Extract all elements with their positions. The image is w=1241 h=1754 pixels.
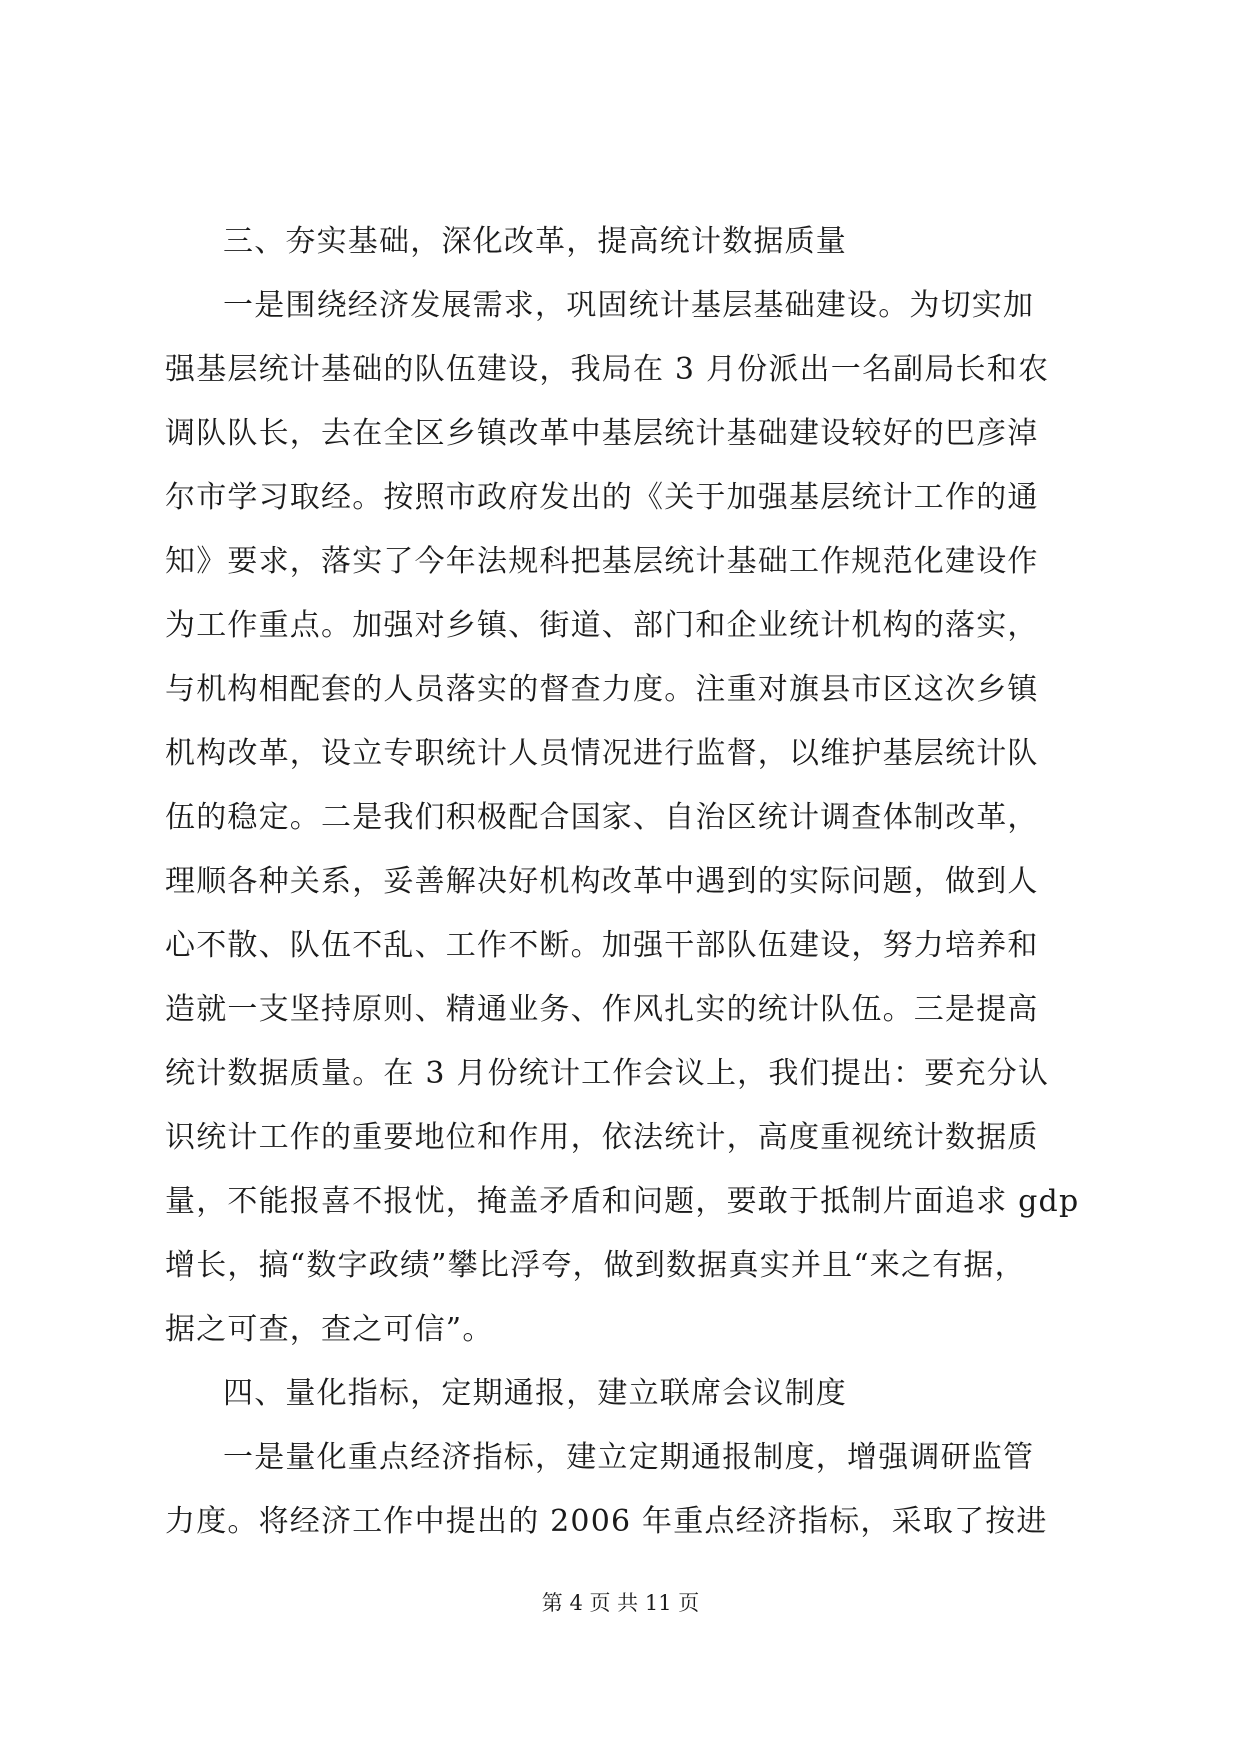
- paragraph-line: 一是量化重点经济指标，建立定期通报制度，增强调研监管: [223, 1440, 1035, 1475]
- paragraph-line: 力度。将经济工作中提出的 2006 年重点经济指标，采取了按进: [165, 1504, 1048, 1539]
- paragraph-line: 据之可查，查之可信”。: [165, 1312, 494, 1347]
- paragraph-line: 与机构相配套的人员落实的督查力度。注重对旗县市区这次乡镇: [165, 672, 1039, 707]
- section-heading: 三、夯实基础，深化改革，提高统计数据质量: [223, 224, 847, 259]
- paragraph-line: 一是围绕经济发展需求，巩固统计基层基础建设。为切实加: [223, 288, 1035, 323]
- paragraph-line: 伍的稳定。二是我们积极配合国家、自治区统计调查体制改革，: [165, 800, 1039, 835]
- paragraph-line: 强基层统计基础的队伍建设，我局在 3 月份派出一名副局长和农: [165, 352, 1050, 387]
- paragraph-line: 增长，搞“数字政绩”攀比浮夸，做到数据真实并且“来之有据，: [165, 1248, 1026, 1283]
- paragraph-line: 统计数据质量。在 3 月份统计工作会议上，我们提出：要充分认: [165, 1056, 1050, 1091]
- paragraph-line: 为工作重点。加强对乡镇、街道、部门和企业统计机构的落实，: [165, 608, 1039, 643]
- paragraph-line: 调队队长，去在全区乡镇改革中基层统计基础建设较好的巴彦淖: [165, 416, 1039, 451]
- page-number-footer: 第 4 页 共 11 页: [541, 1591, 700, 1615]
- paragraph-line: 量，不能报喜不报忧，掩盖矛盾和问题，要敢于抵制片面追求 gdp: [165, 1184, 1080, 1219]
- paragraph-line: 知》要求，落实了今年法规科把基层统计基础工作规范化建设作: [165, 544, 1039, 579]
- paragraph-line: 心不散、队伍不乱、工作不断。加强干部队伍建设，努力培养和: [165, 928, 1039, 963]
- paragraph-line: 造就一支坚持原则、精通业务、作风扎实的统计队伍。三是提高: [165, 992, 1039, 1027]
- section-heading: 四、量化指标，定期通报，建立联席会议制度: [223, 1376, 847, 1411]
- paragraph-line: 机构改革，设立专职统计人员情况进行监督，以维护基层统计队: [165, 736, 1039, 771]
- paragraph-line: 识统计工作的重要地位和作用，依法统计，高度重视统计数据质: [165, 1120, 1039, 1155]
- paragraph-line: 理顺各种关系，妥善解决好机构改革中遇到的实际问题，做到人: [165, 864, 1039, 899]
- paragraph-line: 尔市学习取经。按照市政府发出的《关于加强基层统计工作的通: [165, 480, 1039, 515]
